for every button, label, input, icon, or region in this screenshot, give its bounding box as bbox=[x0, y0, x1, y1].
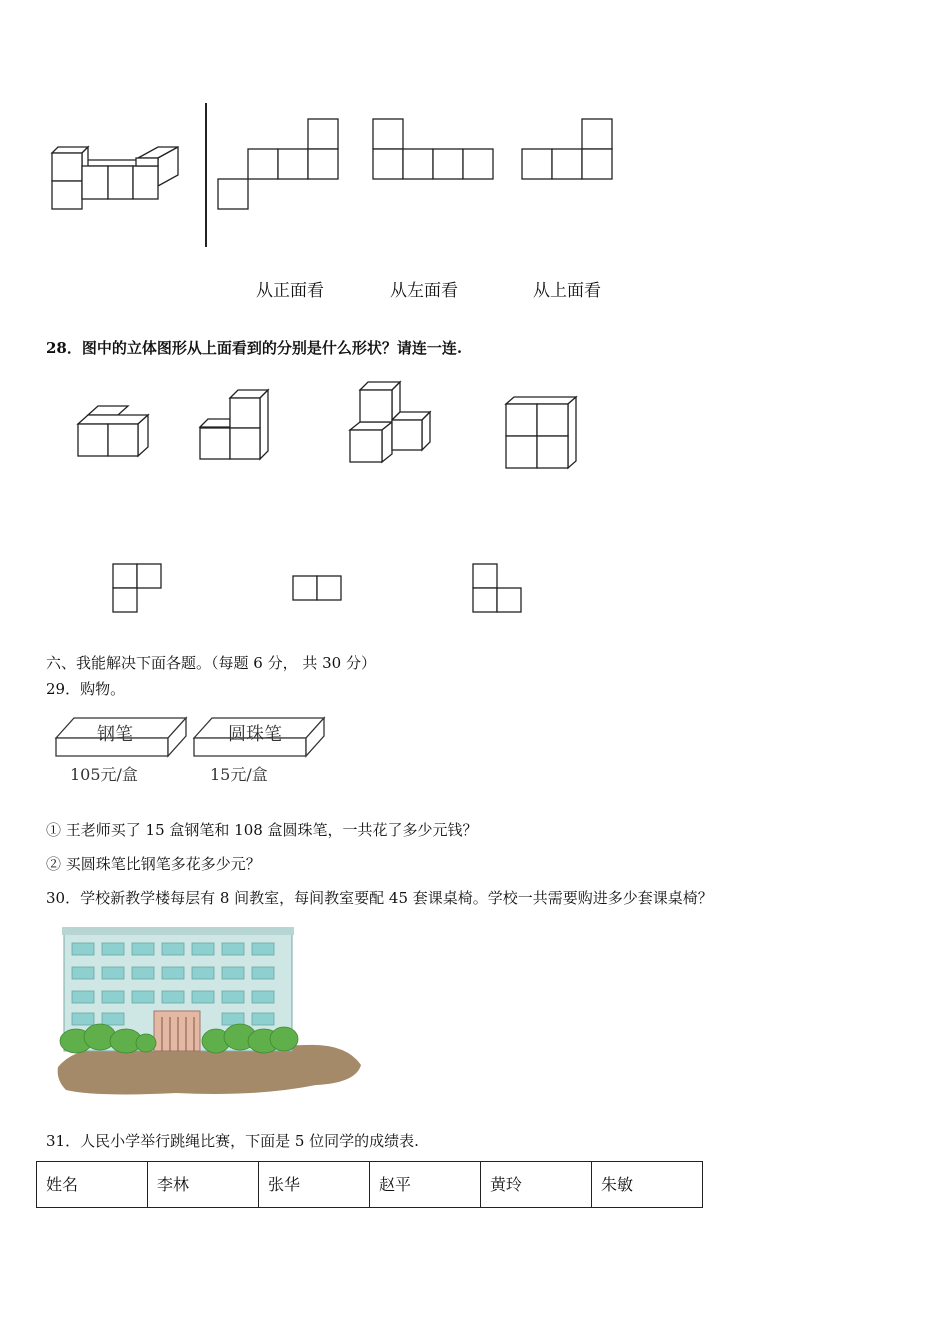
view-label-left: 从左面看 bbox=[390, 281, 458, 301]
table-header-cell: 朱敏 bbox=[592, 1162, 703, 1208]
q31-question: 31．人民小学举行跳绳比赛，下面是 5 位同学的成绩表. bbox=[46, 1132, 419, 1150]
pen-box-name: 钢笔 bbox=[97, 724, 133, 745]
ballpen-box-name: 圆珠笔 bbox=[228, 724, 282, 745]
ballpen-box-price: 15元/盒 bbox=[210, 765, 268, 784]
top-shape-2 bbox=[291, 574, 346, 604]
view-label-front: 从正面看 bbox=[256, 281, 324, 301]
q28-text: 图中的立体图形从上面看到的分别是什么形状？请连一连. bbox=[81, 339, 463, 357]
solid-1 bbox=[76, 405, 156, 460]
table-header-cell: 李林 bbox=[148, 1162, 259, 1208]
solid-4 bbox=[502, 393, 582, 473]
q28-number: 28． bbox=[46, 339, 82, 357]
q29-sub1: ① 王老师买了 15 盒钢笔和 108 盒圆珠笔，一共花了多少元钱？ bbox=[46, 821, 478, 839]
table-row bbox=[37, 1162, 703, 1208]
pen-box-price: 105元/盒 bbox=[70, 765, 138, 784]
cube-figure-3d bbox=[48, 145, 188, 215]
q30-question: 30．学校新教学楼每层有 8 间教室，每间教室要配 45 套课桌椅。学校一共需要购进多少套课桌椅？ bbox=[46, 889, 713, 907]
q29-sub2: ② 买圆珠笔比钢笔多花多少元？ bbox=[46, 855, 261, 873]
left-view-grid bbox=[373, 117, 498, 182]
table-header-cell: 姓名 bbox=[37, 1162, 148, 1208]
section6-title: 六、我能解决下面各题。（每题 6 分， 共 30 分） bbox=[46, 654, 376, 672]
front-view-grid bbox=[218, 117, 343, 212]
score-table bbox=[36, 1161, 703, 1208]
top-shape-3 bbox=[471, 562, 526, 614]
divider-line bbox=[205, 103, 207, 247]
table-header-cell: 赵平 bbox=[370, 1162, 481, 1208]
top-shape-1 bbox=[111, 562, 166, 614]
solid-3 bbox=[348, 380, 438, 465]
solid-2 bbox=[198, 388, 278, 463]
table-header-cell: 张华 bbox=[259, 1162, 370, 1208]
q29-title: 29．购物。 bbox=[46, 680, 126, 698]
table-header-cell: 黄玲 bbox=[481, 1162, 592, 1208]
q28-question bbox=[46, 337, 462, 358]
school-building-image bbox=[56, 925, 366, 1105]
top-view-grid bbox=[522, 117, 617, 182]
view-label-top: 从上面看 bbox=[533, 281, 601, 301]
